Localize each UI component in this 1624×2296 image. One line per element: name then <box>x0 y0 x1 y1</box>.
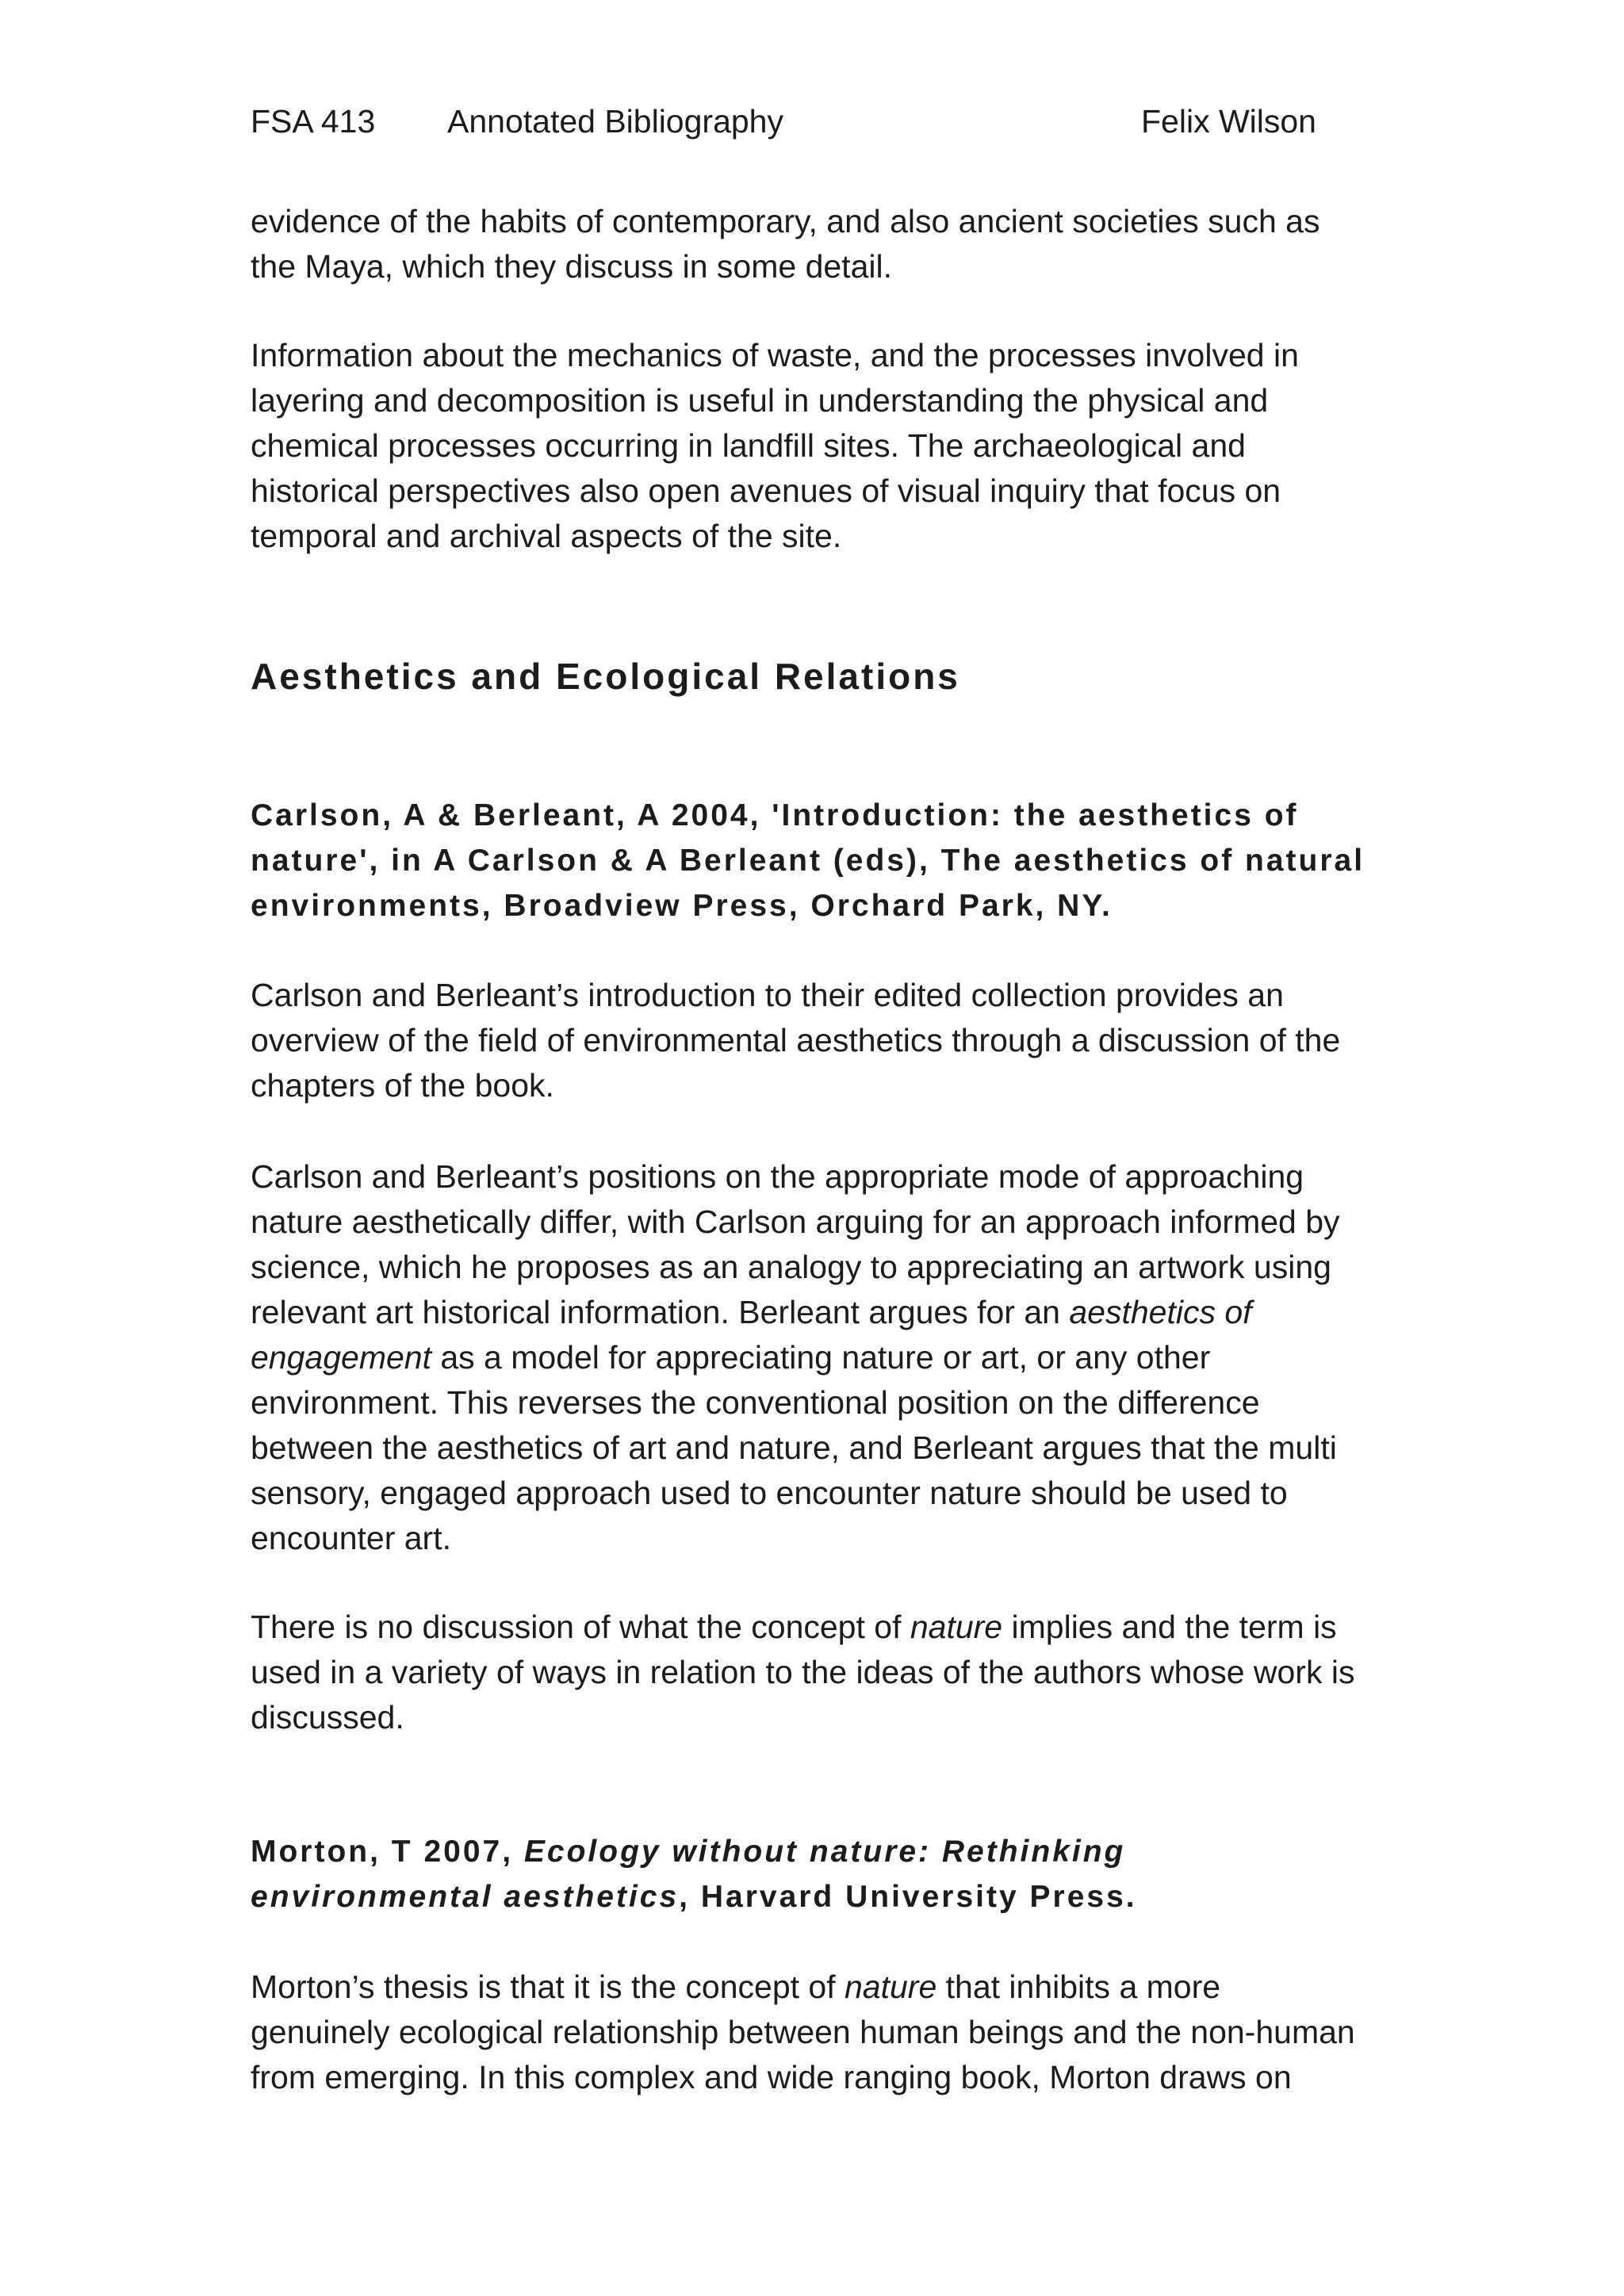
paragraph-text: evidence of the habits of contemporary, and also ancient societies such as the Maya, which they discuss in some detail. <box>251 203 1320 285</box>
header-author: Felix Wilson <box>1141 103 1316 140</box>
paragraph-text: as a model for appreciating nature or art, or any other environment. This reverses the conventional position on the difference between the aesthetics of art and nature, and Berleant argues that the multi sensory, engaged approach used to encounter nature should be used to encounter art. <box>251 1339 1337 1556</box>
header-course-code: FSA 413 <box>251 103 376 140</box>
paragraph-text: Carlson and Berleant’s introduction to their edited collection provides an overview of the field of environmental aesthetics through a discussion of the chapters of the book. <box>251 977 1341 1104</box>
citation-text: Morton, T 2007, <box>251 1835 524 1869</box>
citation-text: , Harvard University Press. <box>679 1880 1137 1914</box>
paragraph-text: implies and the term is used in a variety of ways in relation to the ideas of the authors whose work is discussed. <box>251 1609 1355 1735</box>
citation-book-title: Ecology without nature: Rethinking environmental aesthetics <box>251 1835 1126 1914</box>
paragraph-text: Morton’s thesis is that it is the concept of <box>251 1969 845 2005</box>
emphasized-term: aesthetics of engagement <box>251 1294 1252 1376</box>
entry-1-annotation-paragraph-2 <box>251 1154 1424 1561</box>
continuation-paragraph-2 <box>251 333 1424 559</box>
emphasized-term: nature <box>910 1609 1003 1645</box>
continuation-paragraph-1 <box>251 199 1424 289</box>
paragraph-text: There is no discussion of what the concept of <box>251 1609 910 1645</box>
entry-2-annotation-paragraph-1 <box>251 1965 1424 2100</box>
entry-1-annotation-paragraph-1 <box>251 973 1424 1108</box>
paragraph-text: that inhibits a more genuinely ecological relationship between human beings and the non-human from emerging. In this complex and wide ranging book, Morton draws on <box>251 1969 1355 2095</box>
paragraph-text: Carlson and Berleant’s positions on the appropriate mode of approaching nature aesthetically differ, with Carlson arguing for an approach informed by science, which he proposes as an analogy to appreciating an artwork using relevant art historical information. Berleant argues for an <box>251 1158 1340 1330</box>
citation-text: Carlson, A & Berleant, A 2004, 'Introduction: the aesthetics of nature', in A Carlson & A Berleant (eds), The aesthetics of natural environments, Broadview Press, Orchard Park, NY. <box>251 798 1365 923</box>
section-heading: Aesthetics and Ecological Relations <box>251 656 960 697</box>
entry-2-citation <box>251 1829 1424 1919</box>
paragraph-text: Information about the mechanics of waste, and the processes involved in layering and decomposition is useful in understanding the physical and chemical processes occurring in landfill sites. The archaeological and historical perspectives also open avenues of visual inquiry that focus on temporal and archival aspects of the site. <box>251 337 1299 554</box>
emphasized-term: nature <box>845 1969 937 2005</box>
entry-1-annotation-paragraph-3 <box>251 1605 1424 1740</box>
header-document-title: Annotated Bibliography <box>447 103 783 140</box>
entry-1-citation <box>251 793 1424 928</box>
